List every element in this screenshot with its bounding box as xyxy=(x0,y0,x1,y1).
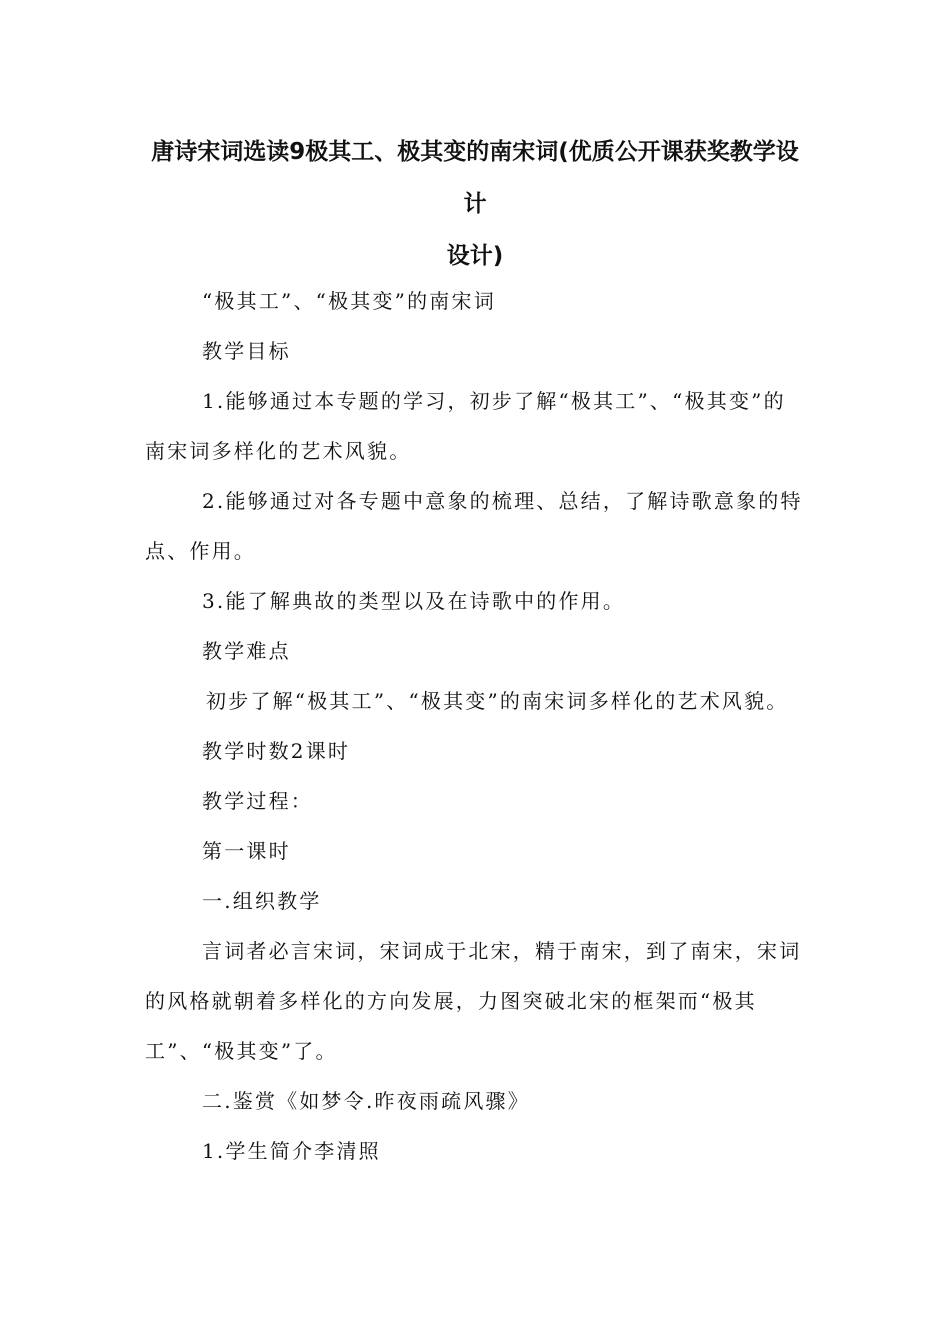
goal-item-1: 1.能够通过本专题的学习，初步了解“极其工”、“极其变”的南宋词多样化的艺术风貌。 xyxy=(145,389,786,463)
difficulty-text: 初步了解“极其工”、“极其变”的南宋词多样化的艺术风貌。 xyxy=(206,689,789,713)
title-line-2: 设计) xyxy=(446,243,504,269)
goal-item-3: 3.能了解典故的类型以及在诗歌中的作用。 xyxy=(202,589,626,613)
step-appreciation: 二.鉴赏《如梦令.昨夜雨疏风骤》 xyxy=(202,1089,530,1113)
teaching-hours: 教学时数2课时 xyxy=(202,739,351,763)
document-title xyxy=(140,126,810,282)
goal-item-2: 2.能够通过对各专题中意象的梳理、总结，了解诗歌意象的特点、作用。 xyxy=(145,489,803,563)
step-author-intro: 1.学生简介李清照 xyxy=(202,1139,381,1163)
teaching-goals-heading: 教学目标 xyxy=(202,339,291,363)
intro-paragraph: 言词者必言宋词，宋词成于北宋，精于南宋，到了南宋，宋词的风格就朝着多样化的方向发展，力图突破北宋的框架而“极其工”、“极其变”了。 xyxy=(145,939,802,1063)
step-organize-teaching: 一.组织教学 xyxy=(202,889,322,913)
teaching-process-heading: 教学过程： xyxy=(202,789,313,813)
section-heading: “极其工”、“极其变”的南宋词 xyxy=(202,289,496,313)
title-line-1: 唐诗宋词选读9极其工、极其变的南宋词(优质公开课获奖教学设计 xyxy=(151,139,799,217)
first-lesson-heading: 第一课时 xyxy=(202,839,291,863)
difficulty-heading: 教学难点 xyxy=(202,639,291,663)
document-body xyxy=(145,276,807,1176)
